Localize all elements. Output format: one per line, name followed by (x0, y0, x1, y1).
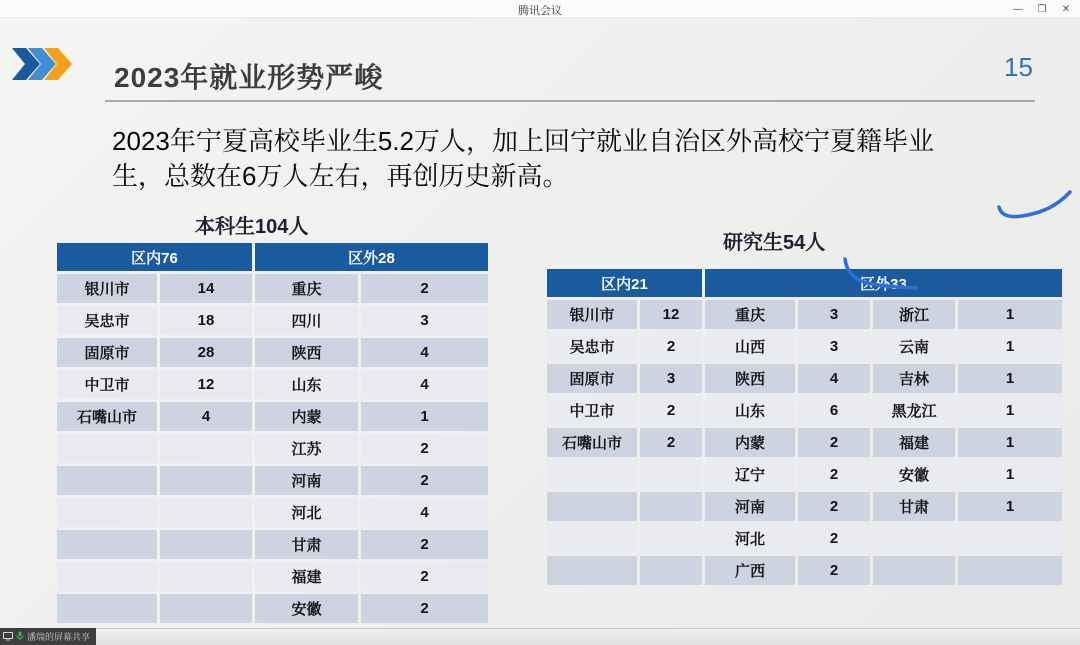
table-cell (160, 594, 252, 623)
table-cell (640, 492, 702, 521)
table-cell: 陕西 (705, 364, 795, 393)
table-cell: 3 (798, 300, 870, 329)
table-cell: 1 (958, 428, 1062, 457)
table-cell (160, 562, 252, 591)
table-cell: 固原市 (547, 364, 637, 393)
table-cell: 1 (361, 402, 488, 431)
table-cell (57, 498, 157, 527)
table-cell: 江苏 (255, 434, 358, 463)
table-cell (160, 498, 252, 527)
table-cell: 1 (958, 460, 1062, 489)
table-cell: 18 (160, 306, 252, 335)
table-cell: 28 (160, 338, 252, 367)
table-header-cell: 区内76 (57, 243, 252, 271)
taskbar (0, 628, 1080, 645)
table-cell (547, 492, 637, 521)
table-cell: 2 (798, 460, 870, 489)
table-cell: 6 (798, 396, 870, 425)
table-cell: 3 (640, 364, 702, 393)
restore-icon[interactable]: ❐ (1037, 3, 1047, 15)
table-cell: 4 (361, 498, 488, 527)
table-cell: 2 (640, 396, 702, 425)
table-cell: 1 (958, 332, 1062, 361)
table-cell (547, 460, 637, 489)
table-cell: 内蒙 (255, 402, 358, 431)
table-cell (873, 556, 955, 585)
table-cell: 辽宁 (705, 460, 795, 489)
table-cell: 12 (160, 370, 252, 399)
table-cell: 2 (798, 492, 870, 521)
table-cell: 银川市 (57, 274, 157, 303)
table-cell: 安徽 (873, 460, 955, 489)
table-cell: 2 (361, 530, 488, 559)
screen-share-label: 潘瑞的屏幕共享 (27, 632, 91, 642)
table-cell (640, 460, 702, 489)
table-cell: 4 (361, 338, 488, 367)
table-cell: 2 (361, 466, 488, 495)
screen-share-badge[interactable] (0, 628, 96, 645)
table-cell: 山西 (705, 332, 795, 361)
body-line-1: 2023年宁夏高校毕业生5.2万人，加上回宁就业自治区外高校宁夏籍毕业 (112, 126, 934, 156)
table-cell: 广西 (705, 556, 795, 585)
undergrad-table-title: 本科生104人 (195, 216, 309, 238)
close-icon[interactable]: ✕ (1061, 3, 1071, 15)
table-cell: 中卫市 (547, 396, 637, 425)
window-titlebar (0, 0, 1080, 18)
table-cell (640, 524, 702, 553)
slide-page-number: 15 (1004, 52, 1033, 82)
table-cell: 黑龙江 (873, 396, 955, 425)
table-cell: 4 (798, 364, 870, 393)
grad-table (547, 269, 1062, 585)
table-cell: 吴忠市 (547, 332, 637, 361)
table-cell: 1 (958, 492, 1062, 521)
table-cell: 福建 (255, 562, 358, 591)
table-cell: 中卫市 (57, 370, 157, 399)
table-cell: 2 (798, 524, 870, 553)
table-cell: 2 (361, 434, 488, 463)
table-header-cell: 区外28 (255, 243, 488, 271)
undergrad-table (57, 243, 488, 623)
window-controls (1010, 0, 1074, 18)
table-cell (547, 524, 637, 553)
table-cell: 1 (958, 364, 1062, 393)
table-cell: 山东 (705, 396, 795, 425)
table-cell (57, 594, 157, 623)
table-cell (958, 556, 1062, 585)
table-cell: 陕西 (255, 338, 358, 367)
table-cell: 河北 (255, 498, 358, 527)
table-cell (640, 556, 702, 585)
table-cell: 2 (361, 562, 488, 591)
microphone-icon (16, 628, 24, 645)
table-cell (873, 524, 955, 553)
table-cell (547, 556, 637, 585)
table-cell: 银川市 (547, 300, 637, 329)
table-header-cell: 区外33 (705, 269, 1062, 297)
body-line-2: 生，总数在6万人左右，再创历史新高。 (112, 161, 569, 191)
table-cell: 浙江 (873, 300, 955, 329)
window-title: 腾讯会议 (518, 5, 562, 17)
table-cell: 2 (798, 428, 870, 457)
table-cell (57, 434, 157, 463)
table-cell: 2 (361, 274, 488, 303)
table-cell (958, 524, 1062, 553)
screen-share-icon (3, 628, 13, 645)
table-cell: 石嘴山市 (57, 402, 157, 431)
table-cell: 重庆 (705, 300, 795, 329)
chevron-logo-icon (10, 44, 72, 89)
table-cell: 2 (640, 332, 702, 361)
table-header-cell: 区内21 (547, 269, 702, 297)
table-cell: 3 (798, 332, 870, 361)
slide-title: 2023年就业形势严峻 (114, 62, 384, 93)
table-cell: 固原市 (57, 338, 157, 367)
table-cell: 甘肃 (255, 530, 358, 559)
table-cell: 河南 (705, 492, 795, 521)
slide-body-text (112, 124, 1022, 194)
table-cell (57, 562, 157, 591)
table-cell: 安徽 (255, 594, 358, 623)
table-cell: 吴忠市 (57, 306, 157, 335)
minimize-icon[interactable]: — (1013, 3, 1023, 15)
table-cell: 石嘴山市 (547, 428, 637, 457)
table-cell: 河南 (255, 466, 358, 495)
table-cell: 1 (958, 396, 1062, 425)
table-cell: 2 (640, 428, 702, 457)
table-cell: 1 (958, 300, 1062, 329)
table-cell: 2 (798, 556, 870, 585)
table-cell: 12 (640, 300, 702, 329)
table-cell: 4 (160, 402, 252, 431)
table-cell (57, 530, 157, 559)
grad-table-title: 研究生54人 (723, 232, 826, 254)
table-cell: 甘肃 (873, 492, 955, 521)
pen-annotation-stroke (999, 192, 1070, 217)
table-cell: 河北 (705, 524, 795, 553)
table-cell (57, 466, 157, 495)
table-cell: 四川 (255, 306, 358, 335)
table-cell (160, 434, 252, 463)
title-underline (105, 100, 1035, 102)
table-cell (160, 466, 252, 495)
table-cell: 内蒙 (705, 428, 795, 457)
table-cell: 重庆 (255, 274, 358, 303)
table-cell: 4 (361, 370, 488, 399)
table-cell: 吉林 (873, 364, 955, 393)
table-cell: 云南 (873, 332, 955, 361)
table-cell: 山东 (255, 370, 358, 399)
table-cell: 福建 (873, 428, 955, 457)
shared-slide (0, 18, 1080, 628)
table-cell: 14 (160, 274, 252, 303)
table-cell: 2 (361, 594, 488, 623)
table-cell (160, 530, 252, 559)
table-cell: 3 (361, 306, 488, 335)
